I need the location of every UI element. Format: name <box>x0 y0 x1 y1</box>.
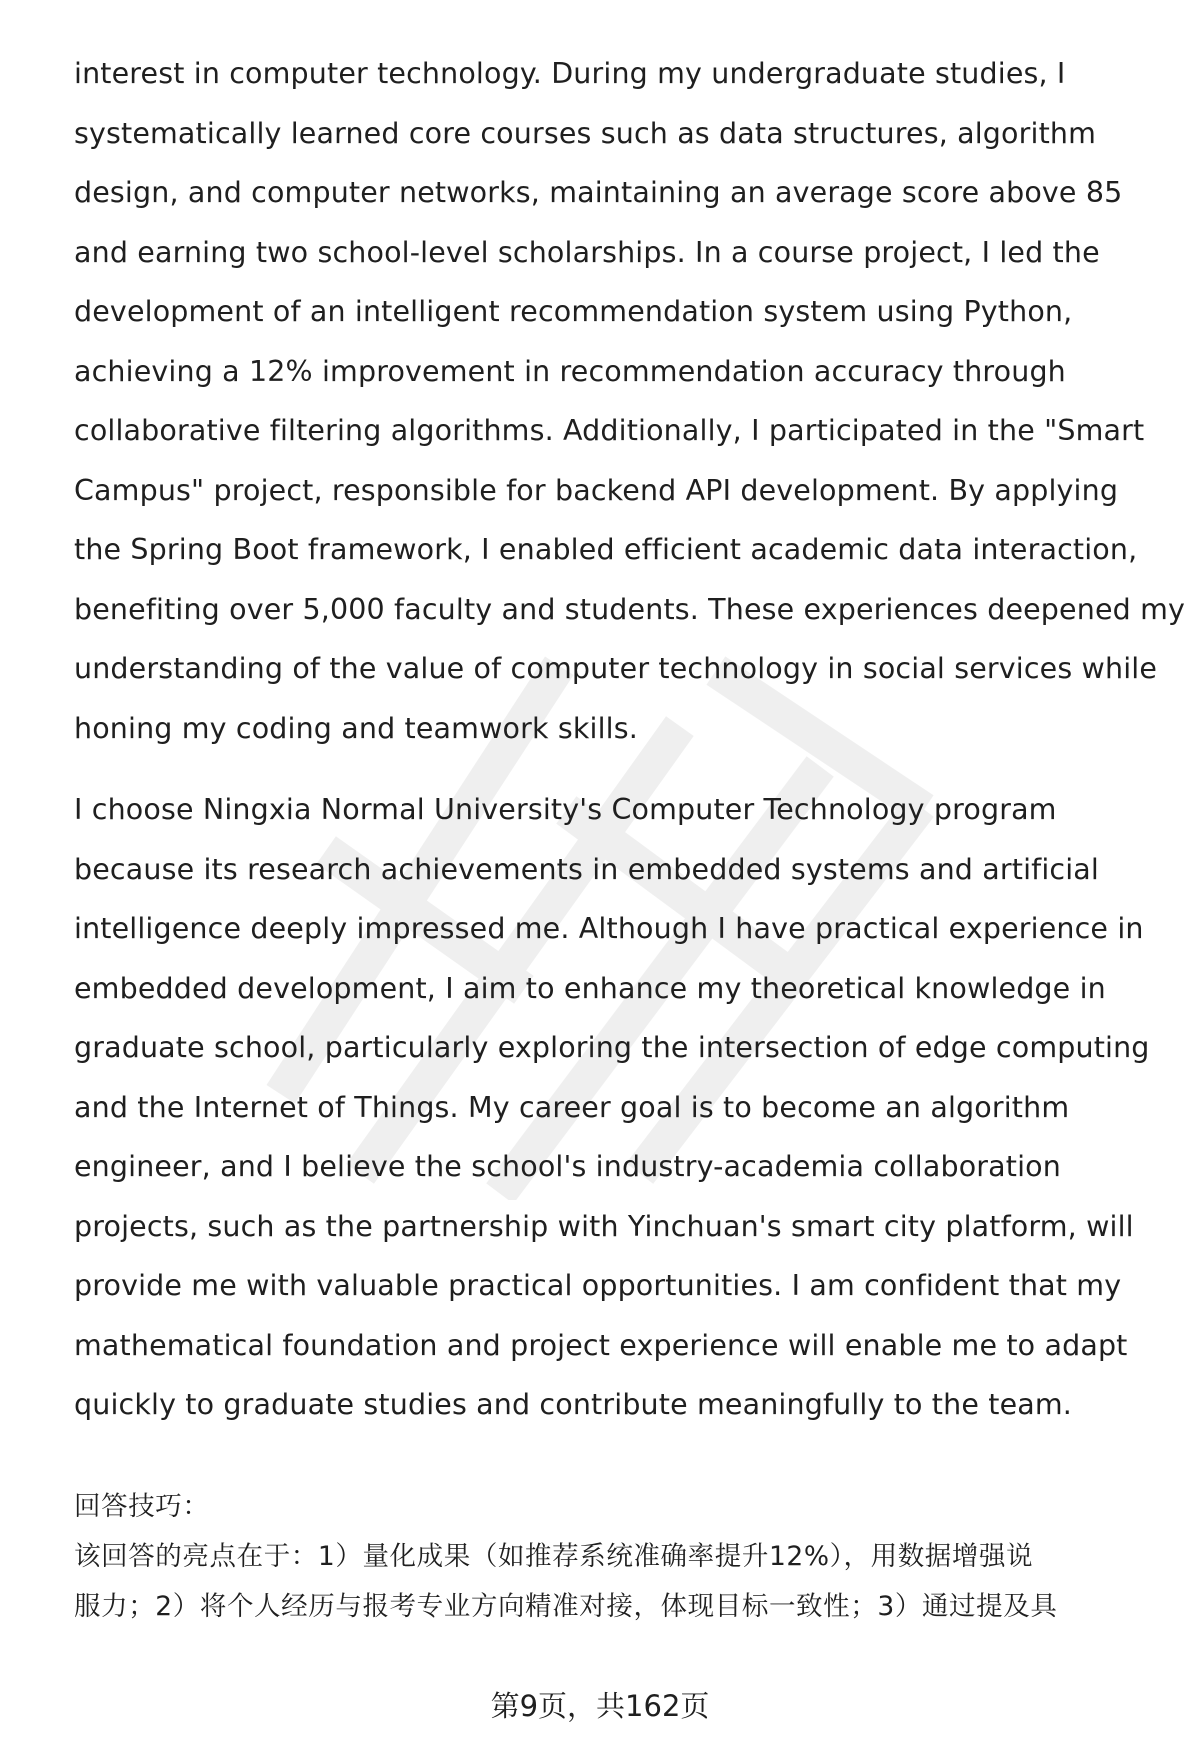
text-line: the Spring Boot framework, I enabled efficient academic data interaction, <box>74 533 1138 566</box>
text-line: development of an intelligent recommendation system using Python, <box>74 295 1073 328</box>
answer-tips-section <box>74 1482 1164 1632</box>
text-line: collaborative filtering algorithms. Additionally, I participated in the "Smart <box>74 414 1145 447</box>
page-number-footer: 第9页，共162页 <box>490 1689 710 1723</box>
text-line: and earning two school-level scholarships. In a course project, I led the <box>74 235 1100 269</box>
text-line: achieving a 12% improvement in recommendation accuracy through <box>74 354 1066 388</box>
tips-line: 服力；2）将个人经历与报考专业方向精准对接，体现目标一致性；3）通过提及具 <box>74 1591 1058 1622</box>
text-line: quickly to graduate studies and contribute meaningfully to the team. <box>74 1388 1072 1421</box>
tips-line: 该回答的亮点在于：1）量化成果（如推荐系统准确率提升12%），用数据增强说 <box>74 1541 1034 1572</box>
text-line: design, and computer networks, maintaining an average score above 85 <box>74 176 1123 209</box>
text-line: graduate school, particularly exploring the intersection of edge computing <box>74 1031 1150 1064</box>
text-line: I choose Ningxia Normal University's Computer Technology program <box>74 793 1057 826</box>
text-line: and the Internet of Things. My career goal is to become an algorithm <box>74 1090 1070 1124</box>
text-line: benefiting over 5,000 faculty and students. These experiences deepened my <box>74 592 1186 626</box>
text-line: projects, such as the partnership with Yinchuan's smart city platform, will <box>74 1209 1134 1243</box>
text-line: intelligence deeply impressed me. Although I have practical experience in <box>74 912 1144 945</box>
paragraph-experience <box>74 44 1186 758</box>
text-line: provide me with valuable practical opportunities. I am confident that my <box>74 1269 1122 1302</box>
text-line: systematically learned core courses such as data structures, algorithm <box>74 116 1097 150</box>
text-line: because its research achievements in embedded systems and artificial <box>74 852 1099 886</box>
text-line: embedded development, I aim to enhance my theoretical knowledge in <box>74 971 1106 1005</box>
text-line: honing my coding and teamwork skills. <box>74 711 638 745</box>
text-line: engineer, and I believe the school's industry-academia collaboration <box>74 1150 1061 1183</box>
text-line: interest in computer technology. During my undergraduate studies, I <box>74 57 1066 90</box>
text-line: mathematical foundation and project experience will enable me to adapt <box>74 1328 1128 1362</box>
body-text <box>74 44 1186 1457</box>
paragraph-motivation <box>74 780 1164 1435</box>
tips-heading: 回答技巧： <box>74 1491 210 1522</box>
text-line: understanding of the value of computer technology in social services while <box>74 652 1158 685</box>
text-line: Campus" project, responsible for backend API development. By applying <box>74 473 1119 507</box>
